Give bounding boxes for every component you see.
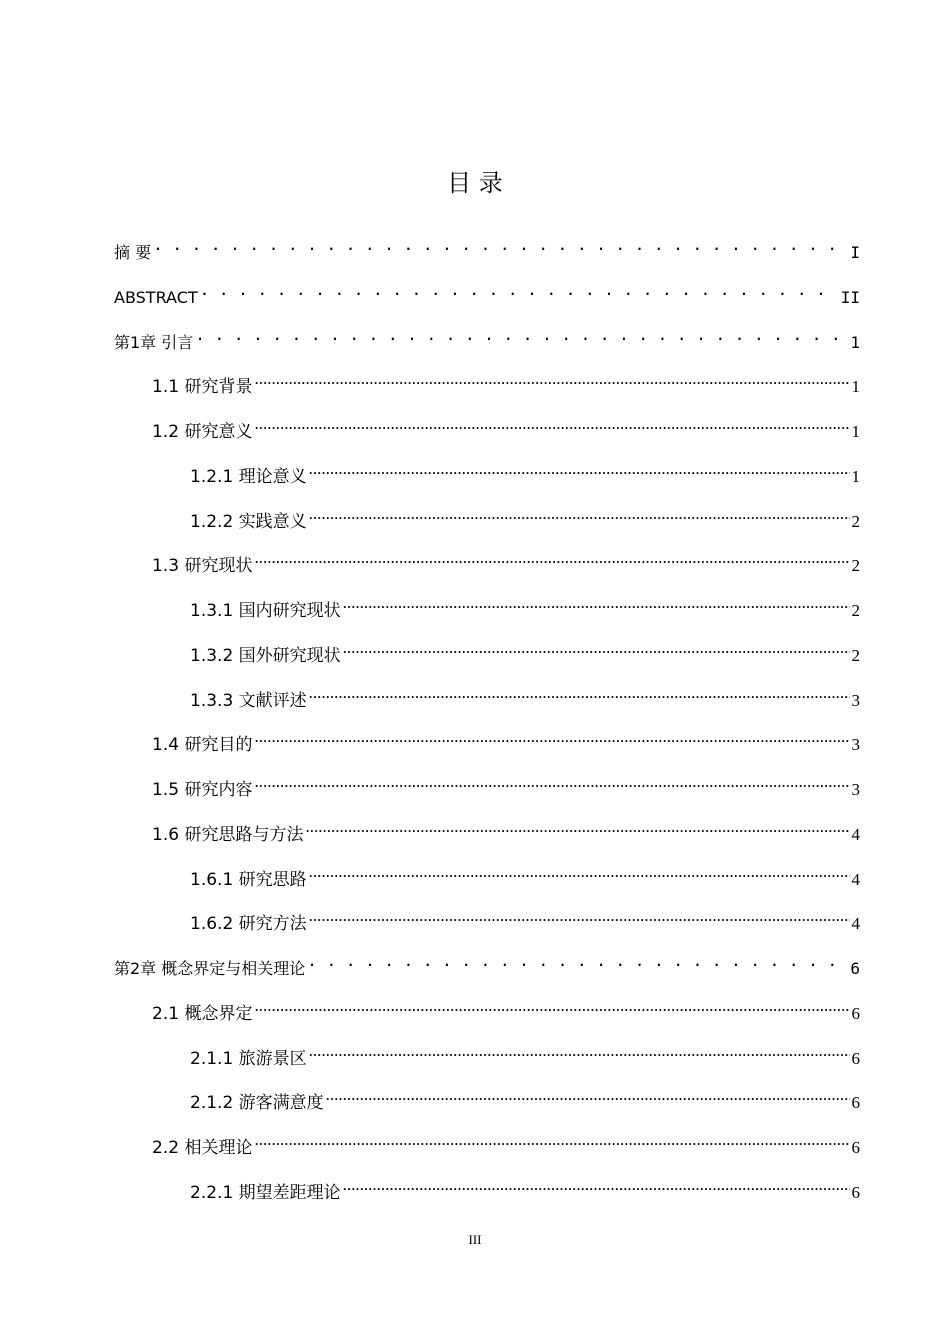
toc-entry-label: 1.3.1 国内研究现状 xyxy=(190,601,341,621)
dot-leader xyxy=(343,635,850,661)
toc-entry-page-number: 1 xyxy=(851,377,860,396)
toc-entry-label: 第2章 概念界定与相关理论 xyxy=(114,959,306,978)
toc-entry[interactable] xyxy=(152,1127,860,1158)
dot-leader xyxy=(305,814,849,840)
dot-leader xyxy=(309,1038,850,1064)
toc-entry[interactable] xyxy=(190,1082,860,1113)
toc-entry-label: 1.3.2 国外研究现状 xyxy=(190,646,341,666)
toc-entry[interactable] xyxy=(152,411,860,442)
toc-entry-label: 1.6.2 研究方法 xyxy=(190,914,307,934)
toc-entry-page-number: 2 xyxy=(851,646,860,665)
dot-leader xyxy=(153,232,848,258)
page-title: 目 录 xyxy=(447,169,503,197)
toc-entry-page-number: 1 xyxy=(851,467,860,486)
toc-entry-page-number: 6 xyxy=(851,1004,860,1023)
toc-entry-page-number: 4 xyxy=(851,825,860,844)
dot-leader xyxy=(254,993,849,1019)
toc-entry-page-number: 2 xyxy=(851,512,860,531)
toc-entry-label: 摘 要 xyxy=(114,243,152,262)
toc-entry-label: 1.5 研究内容 xyxy=(152,780,253,800)
dot-leader xyxy=(254,366,849,392)
toc-entry-page-number: I xyxy=(850,243,860,262)
toc-entry-label: 2.1.2 游客满意度 xyxy=(190,1093,324,1113)
dot-leader xyxy=(254,724,849,750)
toc-entry[interactable] xyxy=(190,1172,860,1203)
dot-leader xyxy=(254,769,849,795)
toc-entry-page-number: 4 xyxy=(851,914,860,933)
toc-entry-label: 1.3 研究现状 xyxy=(152,556,253,576)
toc-entry[interactable] xyxy=(152,814,860,845)
toc-entry[interactable] xyxy=(190,903,860,934)
toc-entry-page-number: 6 xyxy=(851,1093,860,1112)
dot-leader xyxy=(200,277,839,303)
toc-entry[interactable] xyxy=(190,859,860,890)
dot-leader xyxy=(326,1082,850,1108)
toc-entry[interactable] xyxy=(152,545,860,576)
toc-entry-page-number: 6 xyxy=(851,1138,860,1157)
toc-entry[interactable] xyxy=(114,322,860,352)
toc-entry-label: 1.2.1 理论意义 xyxy=(190,467,307,487)
dot-leader xyxy=(343,590,850,616)
toc-entry-page-number: 1 xyxy=(850,333,860,352)
toc-entry-page-number: 6 xyxy=(850,959,860,978)
dot-leader xyxy=(254,1127,849,1153)
toc-entry-label: 第1章 引言 xyxy=(114,333,194,352)
toc-entry-label: 1.6 研究思路与方法 xyxy=(152,825,304,845)
toc-entry-label: 1.2 研究意义 xyxy=(152,422,253,442)
toc-entry-page-number: 3 xyxy=(851,735,860,754)
toc-entry[interactable] xyxy=(190,1038,860,1069)
toc-entry[interactable] xyxy=(114,948,860,978)
toc-entry-label: 2.2.1 期望差距理论 xyxy=(190,1183,341,1203)
toc-entry-label: 1.6.1 研究思路 xyxy=(190,870,307,890)
toc-entry[interactable] xyxy=(190,456,860,487)
toc-entry-label: 2.1 概念界定 xyxy=(152,1004,253,1024)
dot-leader xyxy=(254,411,849,437)
dot-leader xyxy=(254,545,849,571)
toc-entry-page-number: 2 xyxy=(851,601,860,620)
toc-entry[interactable] xyxy=(114,277,860,307)
dot-leader xyxy=(195,322,848,348)
toc-entry-label: 2.1.1 旅游景区 xyxy=(190,1049,307,1069)
dot-leader xyxy=(309,456,850,482)
dot-leader xyxy=(309,680,850,706)
toc-entry-page-number: 4 xyxy=(851,870,860,889)
toc-entry[interactable] xyxy=(114,232,860,262)
toc-entry-page-number: 3 xyxy=(851,780,860,799)
toc-entry[interactable] xyxy=(152,724,860,755)
dot-leader xyxy=(309,903,850,929)
toc-entry[interactable] xyxy=(190,590,860,621)
toc-entry[interactable] xyxy=(190,501,860,532)
dot-leader xyxy=(309,859,850,885)
toc-entry-page-number: II xyxy=(840,288,860,307)
toc-entry-label: 1.2.2 实践意义 xyxy=(190,512,307,532)
toc-entry[interactable] xyxy=(152,769,860,800)
footer-page-number: III xyxy=(468,1232,482,1247)
dot-leader xyxy=(307,948,848,974)
toc-entry-page-number: 6 xyxy=(851,1049,860,1068)
toc-entry[interactable] xyxy=(190,680,860,711)
dot-leader xyxy=(309,501,850,527)
toc-entry-label: 1.3.3 文献评述 xyxy=(190,691,307,711)
dot-leader xyxy=(343,1172,850,1198)
toc-entry-page-number: 6 xyxy=(851,1183,860,1202)
toc-entry-label: ABSTRACT xyxy=(114,288,198,307)
toc-entry-label: 2.2 相关理论 xyxy=(152,1138,253,1158)
toc-entry[interactable] xyxy=(152,366,860,397)
toc-entry[interactable] xyxy=(152,993,860,1024)
toc-entry[interactable] xyxy=(190,635,860,666)
toc-entry-page-number: 1 xyxy=(851,422,860,441)
toc-entry-label: 1.1 研究背景 xyxy=(152,377,253,397)
toc-entry-page-number: 2 xyxy=(851,556,860,575)
toc-entry-label: 1.4 研究目的 xyxy=(152,735,253,755)
toc-entry-page-number: 3 xyxy=(851,691,860,710)
